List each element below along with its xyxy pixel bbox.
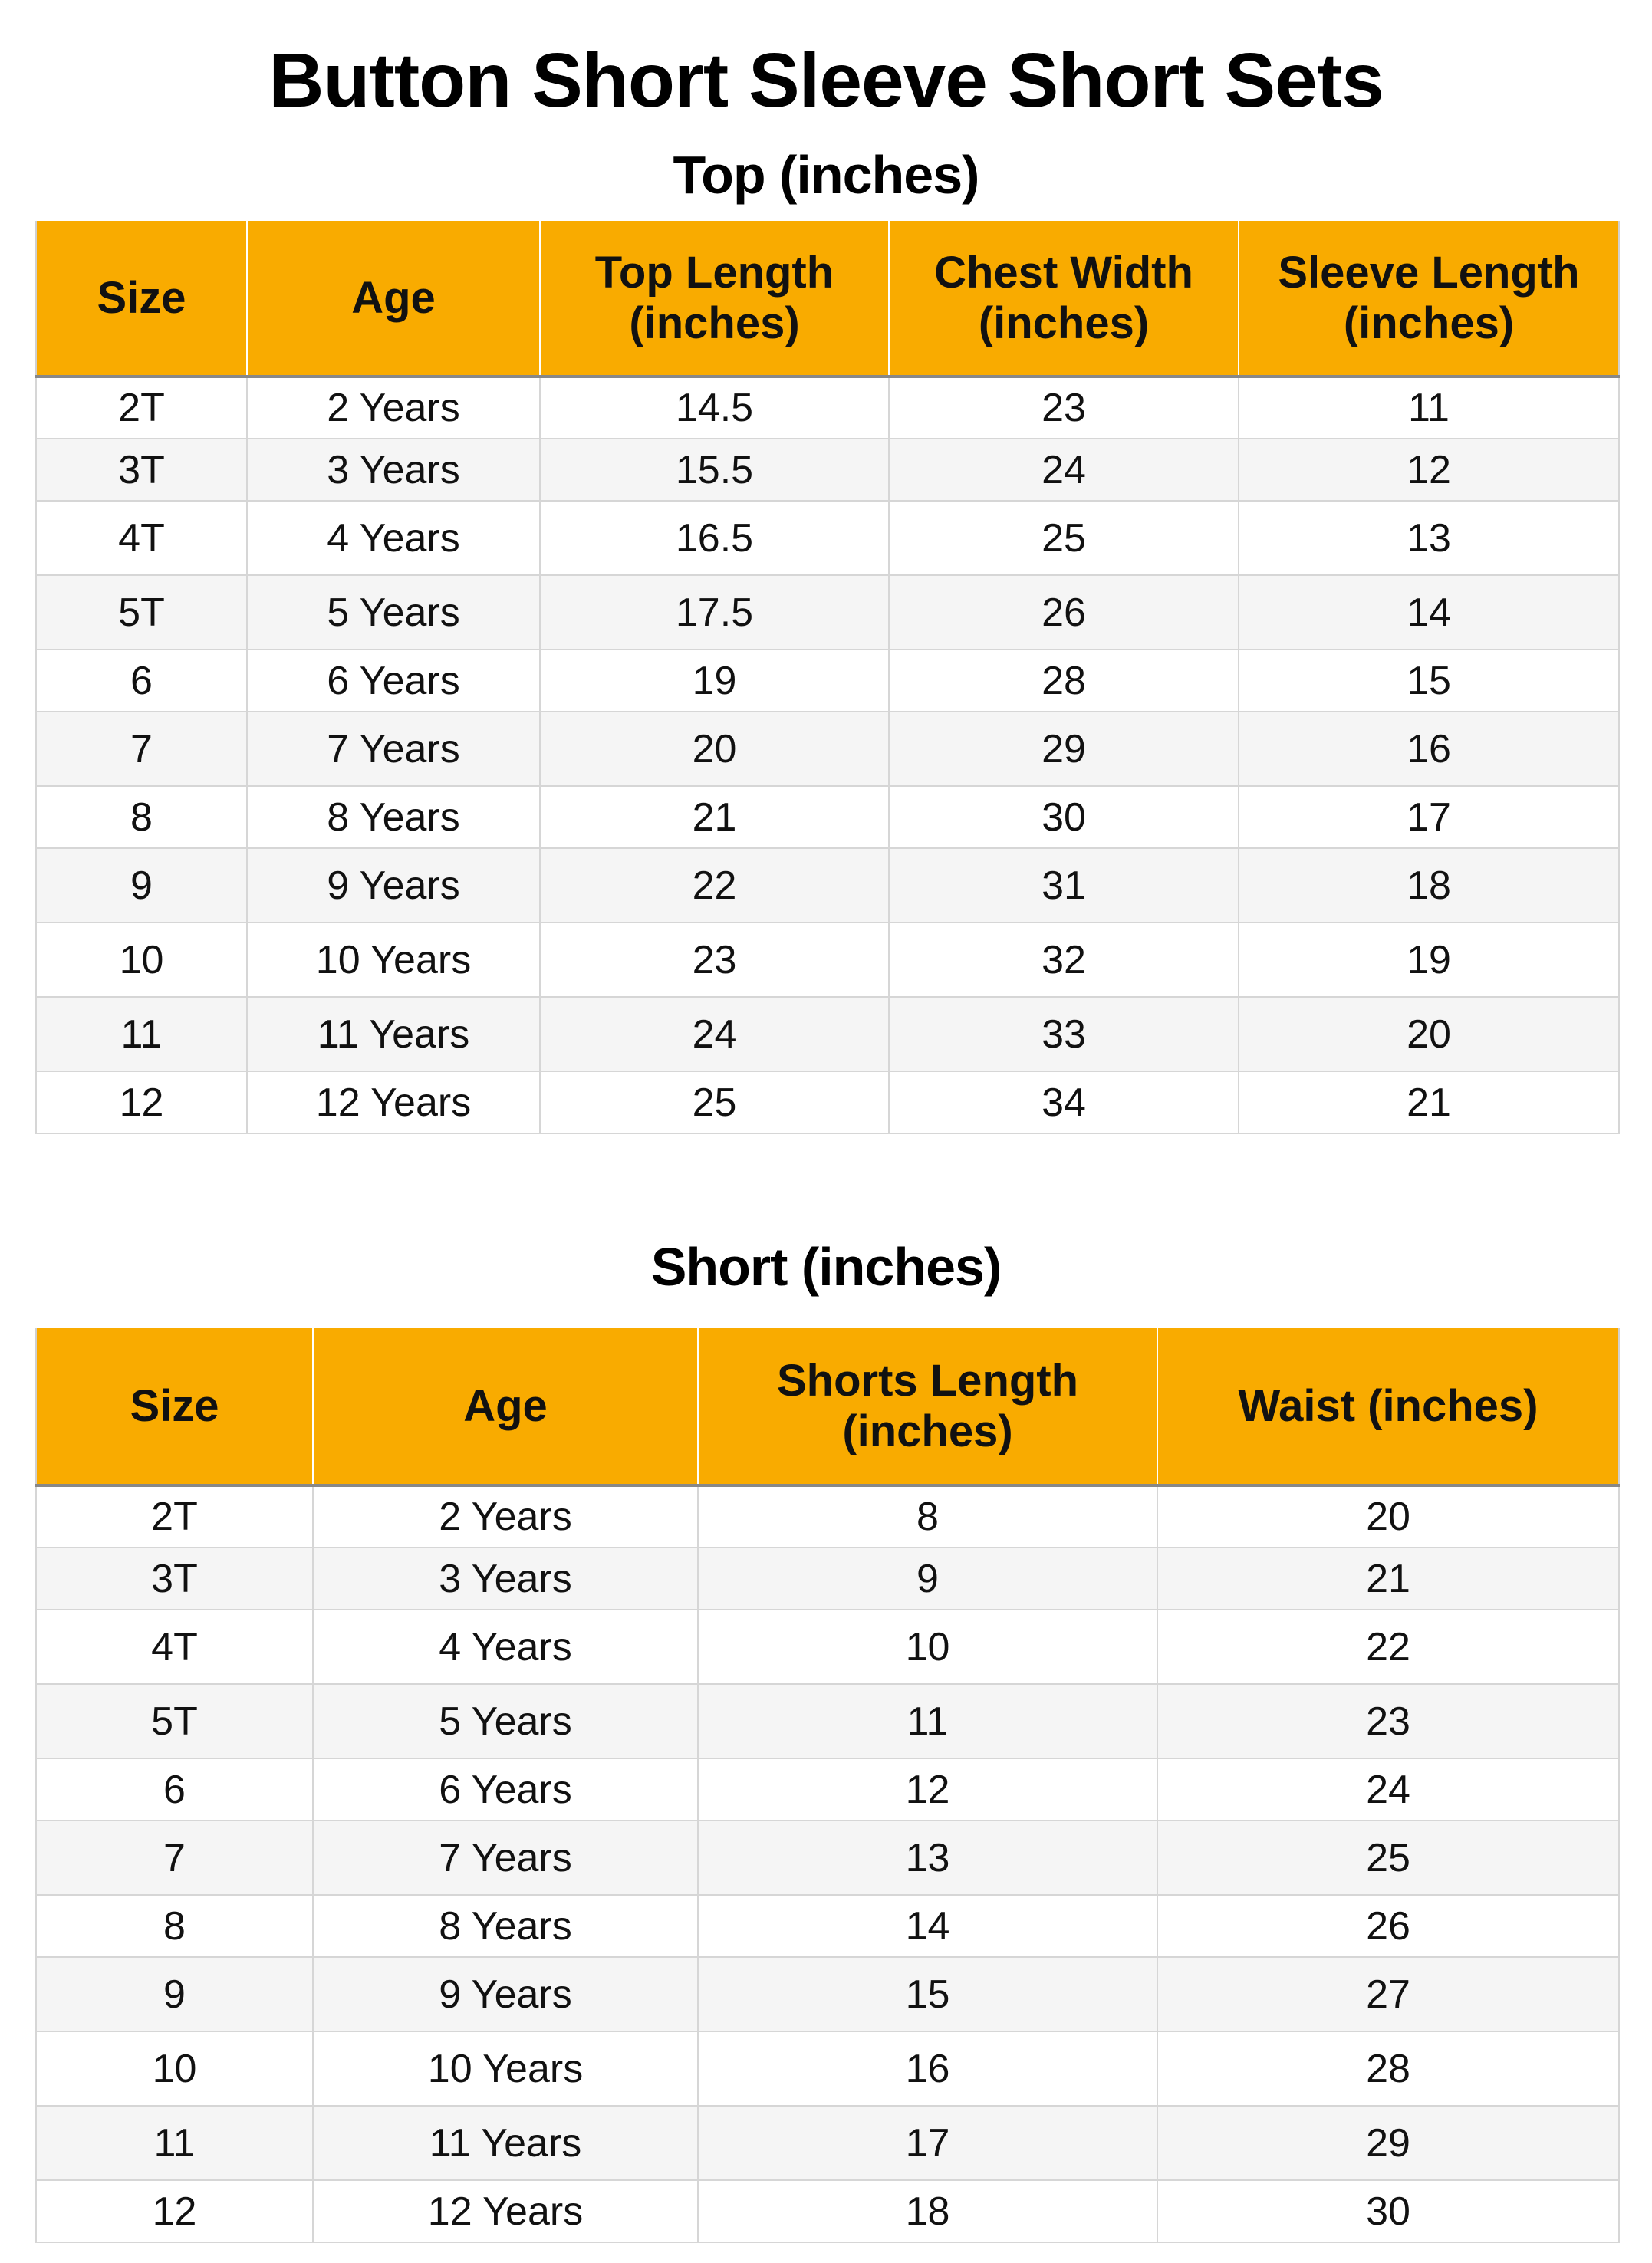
table-row: [36, 1071, 1619, 1133]
table-cell: 9: [36, 848, 247, 923]
table-cell: 17.5: [540, 575, 889, 650]
table-row: [36, 2031, 1619, 2106]
table-cell: 10 Years: [313, 2031, 698, 2106]
table-row: [36, 575, 1619, 650]
table-cell: 19: [1239, 923, 1619, 997]
table-cell: 8 Years: [247, 786, 540, 848]
table-row: [36, 786, 1619, 848]
table-cell: 3T: [36, 439, 247, 501]
table-cell: 12: [36, 1071, 247, 1133]
page-title: Button Short Sleeve Short Sets: [268, 38, 1384, 123]
table-cell: 26: [1157, 1895, 1619, 1957]
table-cell: 9 Years: [247, 848, 540, 923]
table-cell: 7: [36, 712, 247, 786]
table-cell: 28: [889, 650, 1239, 712]
table-header-row: [36, 221, 1619, 377]
table-cell: 28: [1157, 2031, 1619, 2106]
table-cell: 14.5: [540, 377, 889, 439]
table-row: [36, 2106, 1619, 2180]
table-cell: 13: [1239, 501, 1619, 575]
table-cell: 11: [36, 2106, 313, 2180]
table-row: [36, 501, 1619, 575]
table-row: [36, 712, 1619, 786]
table-cell: 6 Years: [313, 1758, 698, 1821]
column-header-age: Age: [313, 1328, 698, 1485]
table-cell: 12 Years: [247, 1071, 540, 1133]
table-cell: 6 Years: [247, 650, 540, 712]
table-cell: 8 Years: [313, 1895, 698, 1957]
short-size-table: [35, 1328, 1620, 2243]
table-cell: 6: [36, 650, 247, 712]
table-cell: 27: [1157, 1957, 1619, 2031]
table-cell: 14: [1239, 575, 1619, 650]
table-cell: 4T: [36, 501, 247, 575]
table-cell: 4T: [36, 1610, 313, 1684]
table-cell: 3T: [36, 1548, 313, 1610]
table-cell: 23: [1157, 1684, 1619, 1758]
table-cell: 9: [698, 1548, 1157, 1610]
table-row: [36, 1684, 1619, 1758]
table-row: [36, 923, 1619, 997]
table-cell: 20: [1239, 997, 1619, 1071]
column-header-shorts-length: Shorts Length (inches): [698, 1328, 1157, 1485]
table-row: [36, 650, 1619, 712]
table-row: [36, 1895, 1619, 1957]
table-cell: 33: [889, 997, 1239, 1071]
table-cell: 3 Years: [313, 1548, 698, 1610]
column-header-chest-width: Chest Width (inches): [889, 221, 1239, 377]
table-cell: 10 Years: [247, 923, 540, 997]
top-size-table: [35, 221, 1620, 1134]
table-cell: 15.5: [540, 439, 889, 501]
table-cell: 10: [36, 923, 247, 997]
table-cell: 21: [1239, 1071, 1619, 1133]
table-cell: 4 Years: [247, 501, 540, 575]
table-cell: 7 Years: [313, 1821, 698, 1895]
table-row: [36, 1485, 1619, 1548]
table-cell: 9 Years: [313, 1957, 698, 2031]
table-cell: 8: [698, 1485, 1157, 1548]
table-cell: 9: [36, 1957, 313, 2031]
table-row: [36, 997, 1619, 1071]
table-cell: 11: [1239, 377, 1619, 439]
table-cell: 24: [540, 997, 889, 1071]
table-row: [36, 2180, 1619, 2242]
table-cell: 14: [698, 1895, 1157, 1957]
table-cell: 2 Years: [247, 377, 540, 439]
table-cell: 20: [1157, 1485, 1619, 1548]
table-row: [36, 1548, 1619, 1610]
column-header-sleeve-length: Sleeve Length (inches): [1239, 221, 1619, 377]
table-cell: 16: [698, 2031, 1157, 2106]
table-cell: 7 Years: [247, 712, 540, 786]
table-cell: 11: [36, 997, 247, 1071]
column-header-size: Size: [36, 221, 247, 377]
table-header-row: [36, 1328, 1619, 1485]
table-cell: 10: [36, 2031, 313, 2106]
table-cell: 15: [1239, 650, 1619, 712]
table-cell: 11 Years: [247, 997, 540, 1071]
table-cell: 25: [1157, 1821, 1619, 1895]
table-cell: 2T: [36, 1485, 313, 1548]
table-cell: 29: [889, 712, 1239, 786]
table-cell: 31: [889, 848, 1239, 923]
table-cell: 16: [1239, 712, 1619, 786]
table-cell: 22: [1157, 1610, 1619, 1684]
table-cell: 17: [1239, 786, 1619, 848]
table-cell: 25: [889, 501, 1239, 575]
table-cell: 3 Years: [247, 439, 540, 501]
table-row: [36, 439, 1619, 501]
short-table-body: [36, 1485, 1619, 2242]
table-row: [36, 848, 1619, 923]
table-cell: 24: [889, 439, 1239, 501]
column-header-top-length: Top Length (inches): [540, 221, 889, 377]
table-cell: 17: [698, 2106, 1157, 2180]
table-cell: 23: [889, 377, 1239, 439]
table-cell: 19: [540, 650, 889, 712]
table-cell: 23: [540, 923, 889, 997]
table-cell: 5 Years: [247, 575, 540, 650]
table-cell: 30: [889, 786, 1239, 848]
table-cell: 30: [1157, 2180, 1619, 2242]
table-row: [36, 1957, 1619, 2031]
table-cell: 2T: [36, 377, 247, 439]
table-cell: 16.5: [540, 501, 889, 575]
table-cell: 8: [36, 1895, 313, 1957]
table-cell: 7: [36, 1821, 313, 1895]
table-cell: 5T: [36, 575, 247, 650]
table-cell: 8: [36, 786, 247, 848]
table-cell: 26: [889, 575, 1239, 650]
column-header-waist: Waist (inches): [1157, 1328, 1619, 1485]
table-cell: 12: [698, 1758, 1157, 1821]
column-header-size: Size: [36, 1328, 313, 1485]
table-cell: 2 Years: [313, 1485, 698, 1548]
table-cell: 21: [1157, 1548, 1619, 1610]
table-cell: 12: [36, 2180, 313, 2242]
table-cell: 5 Years: [313, 1684, 698, 1758]
table-row: [36, 1758, 1619, 1821]
table-cell: 12: [1239, 439, 1619, 501]
table-cell: 18: [1239, 848, 1619, 923]
table-row: [36, 1821, 1619, 1895]
table-row: [36, 1610, 1619, 1684]
table-row: [36, 377, 1619, 439]
table-cell: 10: [698, 1610, 1157, 1684]
table-cell: 11: [698, 1684, 1157, 1758]
top-section-title: Top (inches): [673, 145, 979, 205]
table-cell: 4 Years: [313, 1610, 698, 1684]
table-cell: 20: [540, 712, 889, 786]
table-cell: 12 Years: [313, 2180, 698, 2242]
column-header-age: Age: [247, 221, 540, 377]
table-cell: 29: [1157, 2106, 1619, 2180]
table-cell: 11 Years: [313, 2106, 698, 2180]
top-table-body: [36, 377, 1619, 1133]
table-cell: 34: [889, 1071, 1239, 1133]
table-cell: 5T: [36, 1684, 313, 1758]
table-cell: 15: [698, 1957, 1157, 2031]
table-cell: 22: [540, 848, 889, 923]
table-cell: 32: [889, 923, 1239, 997]
table-cell: 13: [698, 1821, 1157, 1895]
table-cell: 24: [1157, 1758, 1619, 1821]
table-cell: 25: [540, 1071, 889, 1133]
table-cell: 21: [540, 786, 889, 848]
short-section-title: Short (inches): [650, 1237, 1002, 1297]
table-cell: 18: [698, 2180, 1157, 2242]
table-cell: 6: [36, 1758, 313, 1821]
